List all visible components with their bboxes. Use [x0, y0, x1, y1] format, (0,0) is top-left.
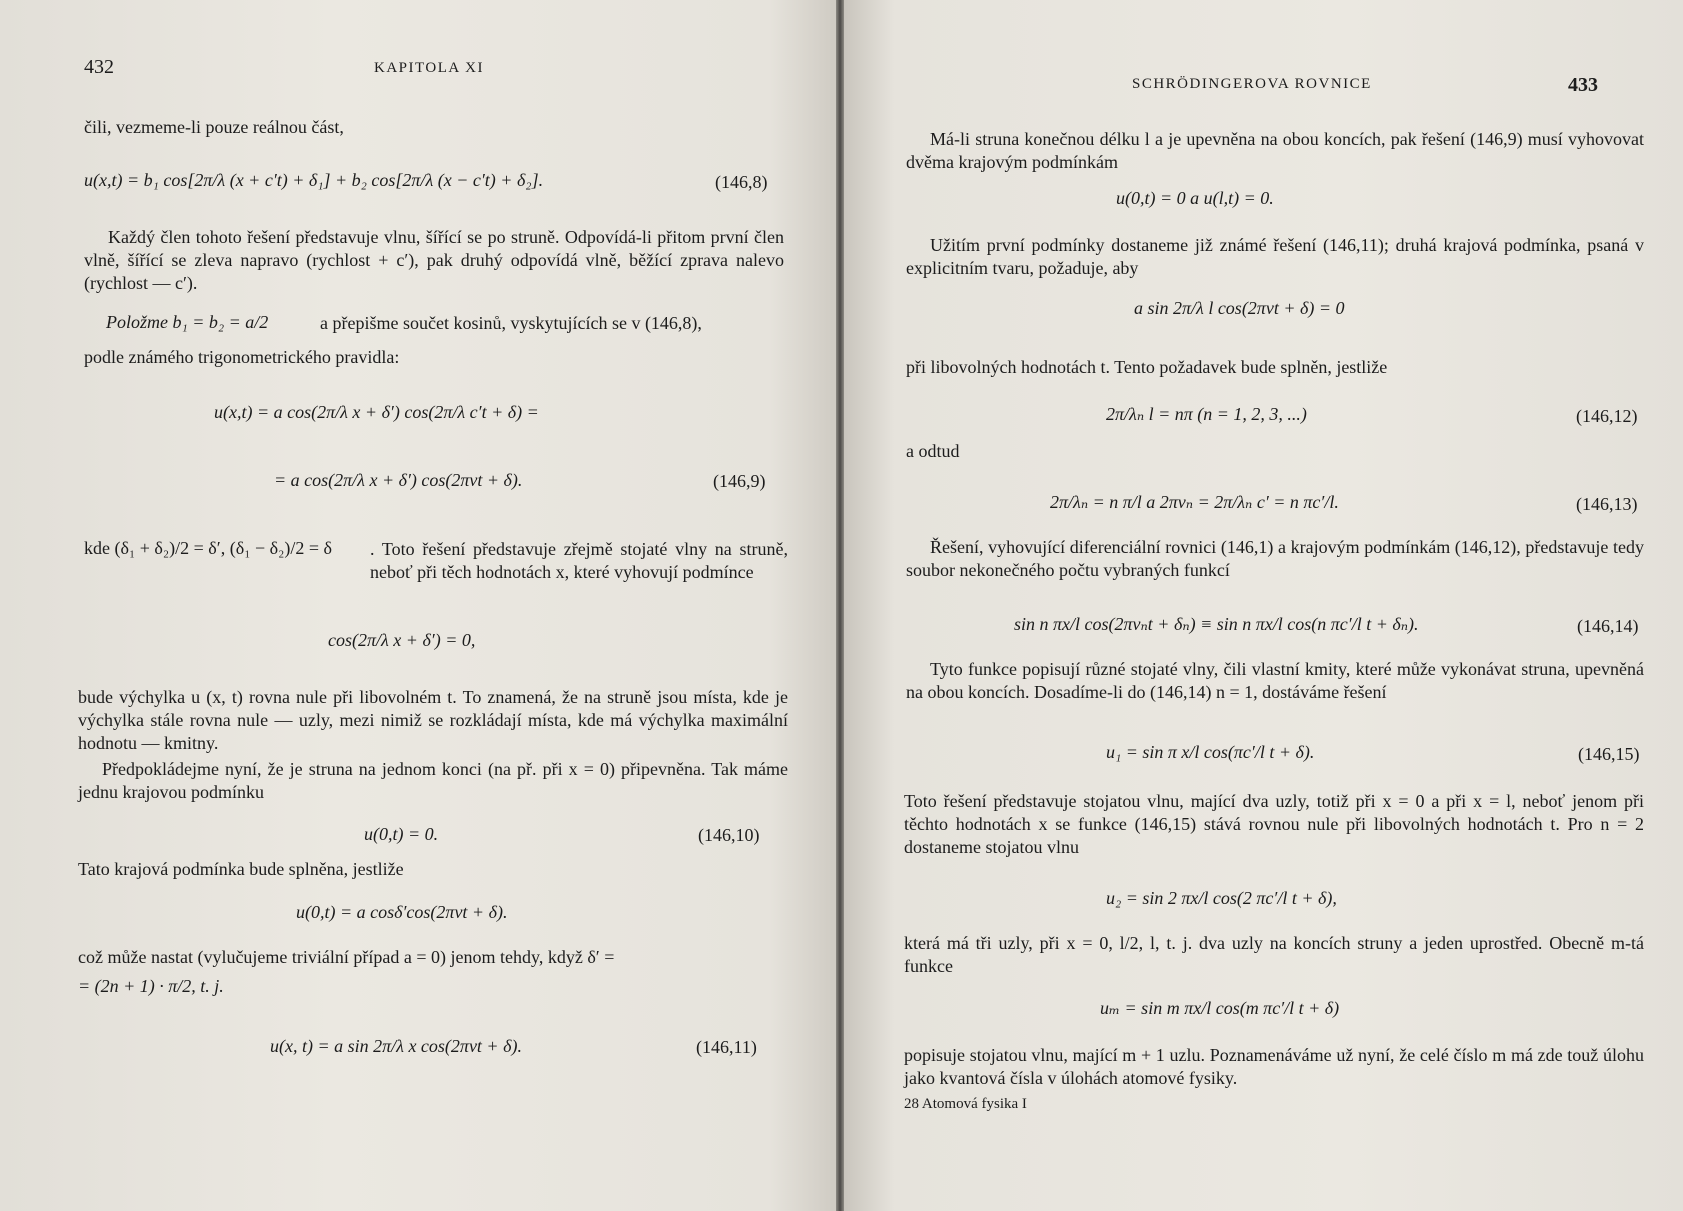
equation-delta-defs: kde (δ₁ + δ₂)/2 = δ′, (δ₁ − δ₂)/2 = δ: [84, 538, 333, 558]
equation-second-boundary: a sin 2π/λ l cos(2πνt + δ) = 0: [1134, 298, 1345, 318]
equation-146-8: u(x,t) = b₁ cos[2π/λ (x + c′t) + δ₁] + b₂ cos[2π/λ (x − c′t) + δ₂].: [84, 170, 544, 190]
book-gutter: [836, 0, 844, 1211]
left-text-2: Každý člen tohoto řešení představuje vlnu, šířící se po struně. Odpovídá-li přitom první člen vlně, šířící se zleva napravo (rychlost + c′), pak druhý odpovídá vlně, běžící zprava nalevo (rychlost — c′).: [84, 227, 784, 293]
left-page: [0, 0, 836, 1211]
right-text-1: Má-li struna konečnou délku l a je upevněna na obou koncích, pak řešení (146,9) musí vyhovovat dvěma krajovým podmínkám: [906, 129, 1644, 172]
right-page: [844, 0, 1683, 1211]
equation-146-12: 2π/λₙ l = nπ (n = 1, 2, 3, ...): [1106, 404, 1307, 424]
right-text-5: Řešení, vyhovující diferenciální rovnici (146,1) a krajovým podmínkám (146,12), představuje tedy soubor nekonečného počtu vybraných funkcí: [906, 537, 1644, 580]
equation-146-9a: u(x,t) = a cos(2π/λ x + δ′) cos(2π/λ c′t + δ) =: [214, 402, 539, 422]
left-running-header: KAPITOLA XI: [374, 60, 484, 76]
left-text-7: Předpokládejme nyní, že je struna na jednom konci (na př. při x = 0) připevněna. Tak máme jednu krajovou podmínku: [78, 759, 788, 802]
left-text-6: bude výchylka u (x, t) rovna nule při libovolném t. To znamená, že na struně jsou místa, kde je výchylka stále rovna nule — uzly, mezi nimiž se rozkládají místa, kde má výchylka maximální hodnotu — kmitny.: [78, 687, 788, 753]
equation-146-13: 2π/λₙ = n π/l a 2πνₙ = 2π/λₙ c′ = n πc′/l.: [1050, 492, 1339, 512]
eq-number-146-11: (146,11): [696, 1037, 757, 1057]
left-text-5: . Toto řešení představuje zřejmě stojaté vlny na struně, neboť při těch hodnotách x, které vyhovují podmínce: [370, 539, 788, 582]
equation-146-9b: = a cos(2π/λ x + δ′) cos(2πνt + δ).: [274, 470, 523, 490]
equation-146-10: u(0,t) = 0.: [364, 824, 439, 844]
equation-146-11: u(x, t) = a sin 2π/λ x cos(2πνt + δ).: [270, 1036, 522, 1056]
equation-node-condition: cos(2π/λ x + δ′) = 0,: [328, 630, 476, 650]
equation-u2: u₂ = sin 2 πx/l cos(2 πc′/l t + δ),: [1106, 888, 1337, 908]
left-text-9: což může nastat (vylučujeme triviální případ a = 0) jenom tehdy, když δ′ =: [78, 947, 615, 967]
equation-146-15: u₁ = sin π x/l cos(πc′/l t + δ).: [1106, 742, 1315, 762]
eq-number-146-9: (146,9): [713, 471, 766, 491]
equation-b1-b2: Položme b₁ = b₂ = a/2: [106, 312, 269, 332]
eq-number-146-15: (146,15): [1578, 744, 1640, 764]
right-running-header: SCHRÖDINGEROVA ROVNICE: [1132, 76, 1372, 92]
right-text-6: Tyto funkce popisují různé stojaté vlny, čili vlastní kmity, které může vykonávat struna, upevněná na obou koncích. Dosadíme-li do (146,14) n = 1, dostáváme řešení: [906, 659, 1644, 702]
right-text-9: popisuje stojatou vlnu, mající m + 1 uzlu. Poznamenáváme už nyní, že celé číslo m má zde touž úlohu jako kvantová čísla v úlohách atomové fysiky.: [904, 1045, 1644, 1088]
equation-cos-condition: u(0,t) = a cosδ′cos(2πνt + δ).: [296, 902, 508, 922]
eq-number-146-8: (146,8): [715, 172, 768, 192]
right-footer-signature: 28 Atomová fysika I: [904, 1096, 1027, 1112]
eq-number-146-12: (146,12): [1576, 406, 1638, 426]
right-text-7: Toto řešení představuje stojatou vlnu, mající dva uzly, totiž při x = 0 a při x = l, neboť jenom při těchto hodnotách x se funkce (146,15) stává rovnou nule při libovolných hodnotách t. Pro n = 2 dostaneme stojatou vlnu: [904, 791, 1644, 857]
eq-number-146-10: (146,10): [698, 825, 760, 845]
left-text-3: a přepišme součet kosinů, vyskytujících se v (146,8),: [320, 313, 702, 333]
right-text-4: a odtud: [906, 441, 960, 461]
right-page-number: 433: [1568, 74, 1598, 96]
equation-boundary-conditions: u(0,t) = 0 a u(l,t) = 0.: [1116, 188, 1274, 208]
left-text-1: čili, vezmeme-li pouze reálnou část,: [84, 117, 344, 137]
equation-146-14: sin n πx/l cos(2πνₙt + δₙ) ≡ sin n πx/l cos(n πc′/l t + δₙ).: [1014, 614, 1419, 634]
eq-number-146-14: (146,14): [1577, 616, 1639, 636]
left-text-8: Tato krajová podmínka bude splněna, jestliže: [78, 859, 404, 879]
right-text-3: při libovolných hodnotách t. Tento požadavek bude splněn, jestliže: [906, 357, 1388, 377]
equation-delta-value: = (2n + 1) · π/2, t. j.: [78, 976, 224, 996]
equation-um: uₘ = sin m πx/l cos(m πc′/l t + δ): [1100, 998, 1340, 1018]
right-text-8: která má tři uzly, při x = 0, l/2, l, t. j. dva uzly na koncích struny a jeden uprostřed. Obecně m-tá funkce: [904, 933, 1644, 976]
left-text-4: podle známého trigonometrického pravidla:: [84, 347, 400, 367]
right-text-2: Užitím první podmínky dostaneme již známé řešení (146,11); druhá krajová podmínka, psaná v explicitním tvaru, požaduje, aby: [906, 235, 1644, 278]
left-page-number: 432: [84, 56, 114, 78]
eq-number-146-13: (146,13): [1576, 494, 1638, 514]
